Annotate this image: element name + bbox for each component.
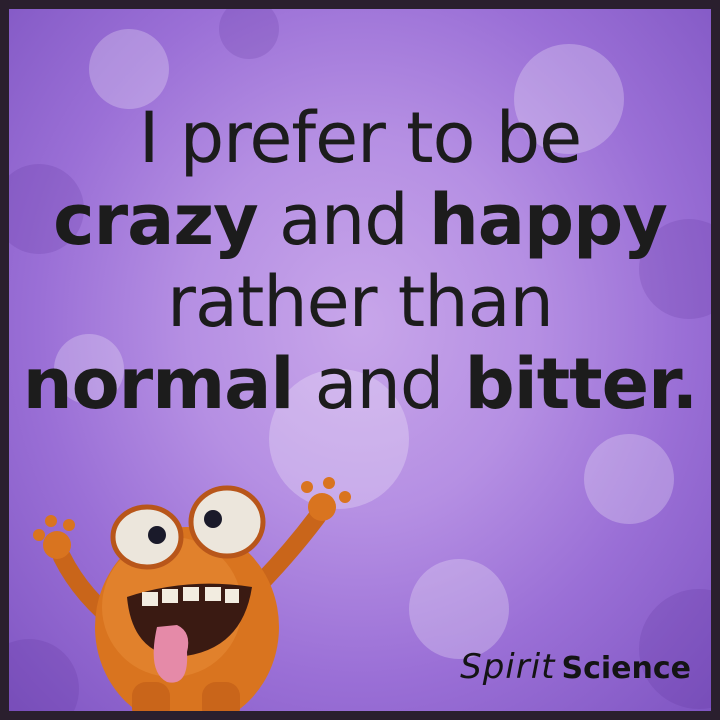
quote-line-2: [9, 179, 711, 261]
quote-line-4: [9, 343, 711, 425]
quote-word-normal: normal: [22, 343, 294, 425]
quote-line-3-text: rather than: [167, 261, 553, 343]
quote-word-happy: happy: [428, 179, 667, 261]
quote-line-1-text: I prefer to be: [138, 97, 582, 179]
quote-line-1: [9, 97, 711, 179]
quote-text: [9, 97, 711, 425]
monster-icon: [27, 477, 367, 717]
quote-word-crazy: crazy: [53, 179, 258, 261]
brand-science: Science: [561, 651, 691, 686]
quote-line-3: [9, 261, 711, 343]
brand-logo: [460, 647, 691, 687]
quote-word-and-1: and: [279, 179, 408, 261]
brand-spirit: Spirit: [460, 647, 556, 687]
quote-word-and-2: and: [314, 343, 444, 425]
quote-word-bitter: bitter.: [464, 343, 698, 425]
